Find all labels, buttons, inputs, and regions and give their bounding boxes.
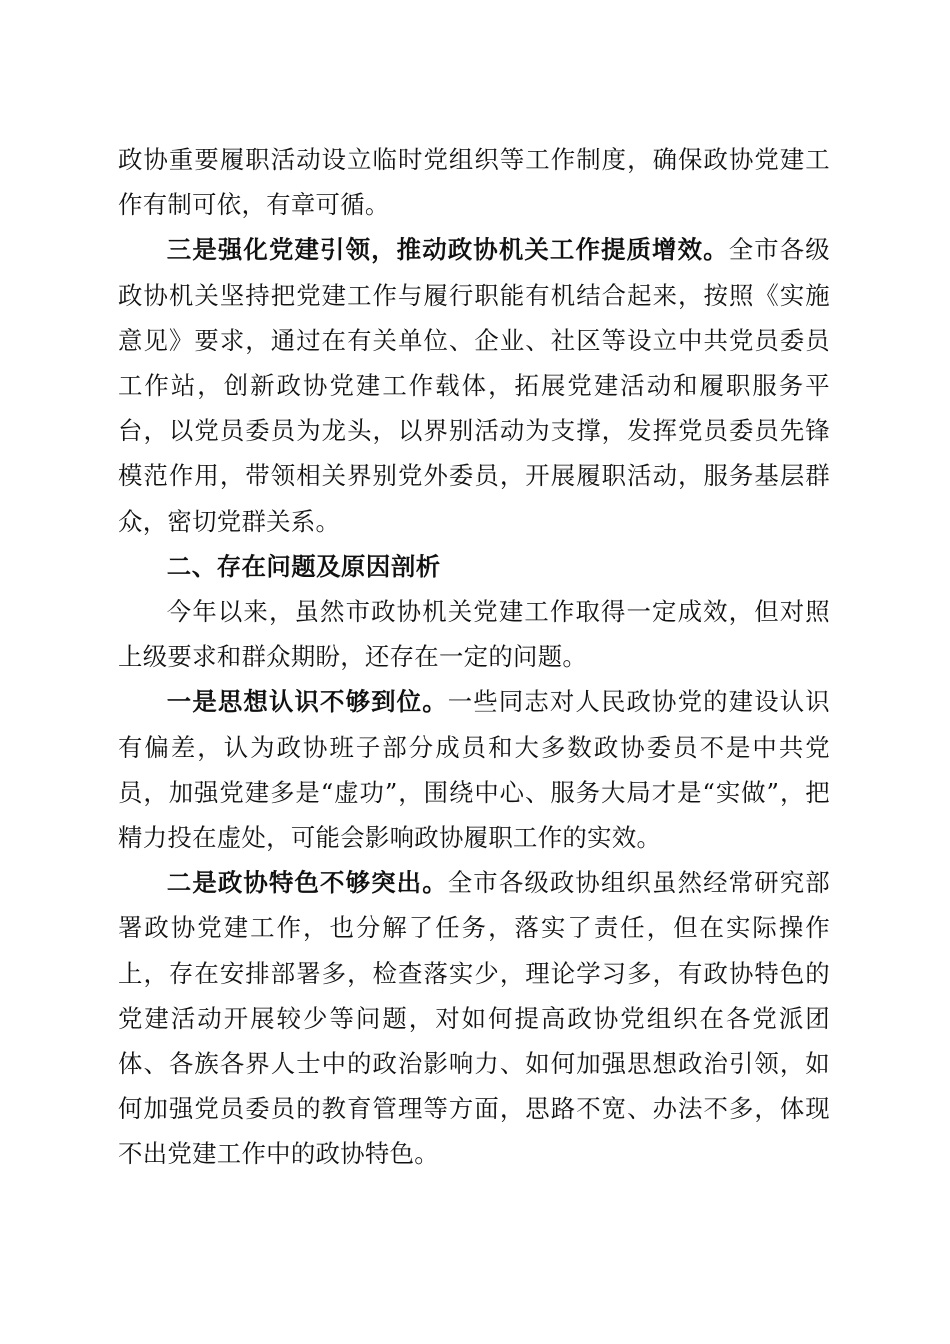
paragraph-issue-one	[118, 679, 830, 860]
paragraph-body: 全市各级政协组织虽然经常研究部署政协党建工作，也分解了任务，落实了责任，但在实际操作上，存在安排部署多，检查落实少，理论学习多，有政协特色的党建活动开展较少等问题，对如何提高政协党组织在各党派团体、各族各界人士中的政治影响力、如何加强思想政治引领，如何加强党员委员的教育管理等方面，思路不宽、办法不多，体现不出党建工作中的政协特色。	[118, 868, 830, 1169]
paragraph-body: 全市各级政协机关坚持把党建工作与履行职能有机结合起来，按照《实施意见》要求，通过在有关单位、企业、社区等设立中共党员委员工作站，创新政协党建工作载体，拓展党建活动和履职服务平台，以党员委员为龙头，以界别活动为支撑，发挥党员委员先锋模范作用，带领相关界别党外委员，开展履职活动，服务基层群众，密切党群关系。	[118, 235, 830, 536]
paragraph-body: 一些同志对人民政协党的建设认识有偏差，认为政协班子部分成员和大多数政协委员不是中共党员，加强党建多是“虚功”，围绕中心、服务大局才是“实做”，把精力投在虚处，可能会影响政协履职工作的实效。	[118, 687, 830, 853]
paragraph-lead: 三是强化党建引领，推动政协机关工作提质增效。	[166, 235, 729, 265]
paragraph-lead: 一是思想认识不够到位。	[166, 687, 448, 717]
paragraph-issue-two	[118, 860, 830, 1176]
paragraph-point-three	[118, 227, 830, 543]
section-heading: 二、存在问题及原因剖析	[166, 551, 441, 581]
paragraph-lead: 二是政协特色不够突出。	[166, 868, 448, 898]
paragraph-intro: 今年以来，虽然市政协机关党建工作取得一定成效，但对照上级要求和群众期盼，还存在一定的问题。	[118, 597, 830, 672]
paragraph-continuation: 政协重要履职活动设立临时党组织等工作制度，确保政协党建工作有制可依，有章可循。	[118, 145, 830, 220]
document-page	[118, 137, 830, 1177]
